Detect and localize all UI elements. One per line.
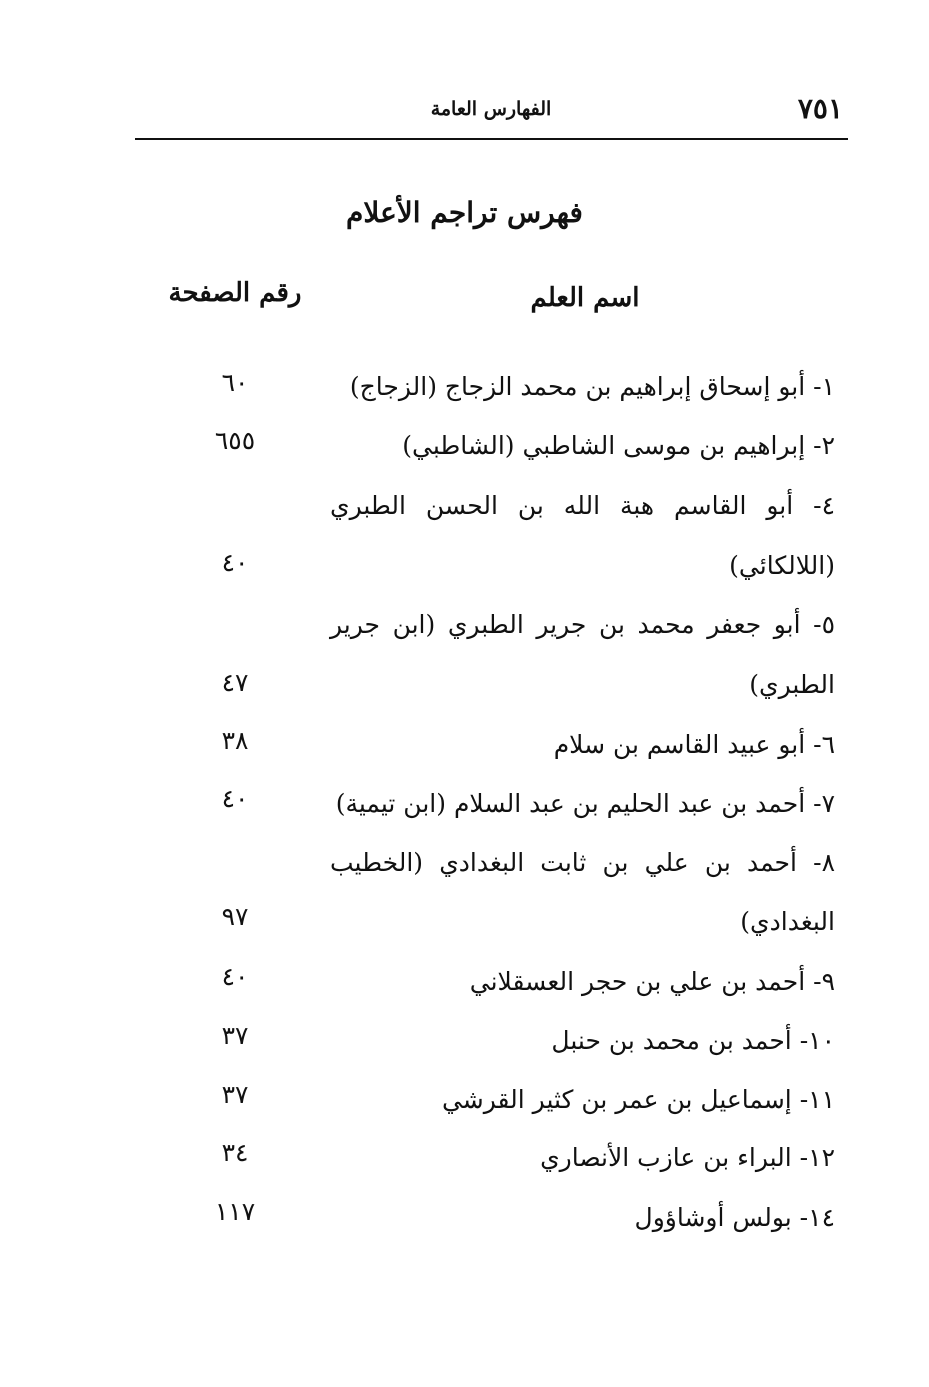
- entry-name-line: (اللالكائي): [729, 551, 835, 580]
- entry-page-number: ٦٠: [221, 368, 249, 397]
- entry-name-line: ٢- إبراهيم بن موسى الشاطبي (الشاطبي): [402, 431, 835, 460]
- entry-page-number: ٩٧: [221, 902, 249, 931]
- entry-page-number: ٣٨: [221, 726, 249, 755]
- entry-page-number: ٣٤: [221, 1138, 249, 1167]
- column-header-page: رقم الصفحة: [168, 278, 302, 308]
- entry-page-number: ٤٠: [221, 548, 249, 577]
- entry-name-line: ٧- أحمد بن عبد الحليم بن عبد السلام (ابن تيمية): [335, 789, 835, 818]
- entry-name-line: ١٤- بولس أوشاؤول: [634, 1203, 835, 1232]
- page-title: فهرس تراجم الأعلام: [346, 196, 583, 229]
- entry-name-line: ١- أبو إسحاق إبراهيم بن محمد الزجاج (الزجاج): [349, 372, 835, 401]
- entry-page-number: ١١٧: [214, 1197, 256, 1226]
- entry-page-number: ٤٠: [221, 784, 249, 813]
- entry-page-number: ٣٧: [221, 1021, 249, 1050]
- entry-name-line: البغدادي): [740, 907, 835, 936]
- entry-name-line: ٤- أبو القاسم هبة الله بن الحسن الطبري: [330, 491, 835, 520]
- entry-page-number: ٣٧: [221, 1080, 249, 1109]
- entry-page-number: ٤٠: [221, 962, 249, 991]
- entry-name-line: الطبري): [749, 670, 835, 699]
- entry-name-line: ٩- أحمد بن علي بن حجر العسقلاني: [469, 967, 835, 996]
- running-header: [135, 92, 847, 132]
- entry-page-number: ٤٧: [221, 668, 249, 697]
- entry-name-line: ١٢- البراء بن عازب الأنصاري: [540, 1143, 835, 1172]
- entry-page-number: ٦٥٥: [214, 426, 256, 455]
- entry-name-line: ٨- أحمد بن علي بن ثابت البغدادي (الخطيب: [330, 848, 835, 877]
- entry-name-line: ١٠- أحمد بن محمد بن حنبل: [551, 1026, 835, 1055]
- entry-name-line: ٦- أبو عبيد القاسم بن سلام: [553, 730, 835, 759]
- entry-name-line: ١١- إسماعيل بن عمر بن كثير القرشي: [441, 1085, 835, 1114]
- running-title: الفهارس العامة: [430, 98, 552, 120]
- page-number: ٧٥١: [797, 92, 843, 125]
- entry-name-line: ٥- أبو جعفر محمد بن جرير الطبري (ابن جرير: [330, 610, 835, 639]
- column-header-name: اسم العلم: [530, 283, 640, 313]
- header-rule: [135, 138, 848, 140]
